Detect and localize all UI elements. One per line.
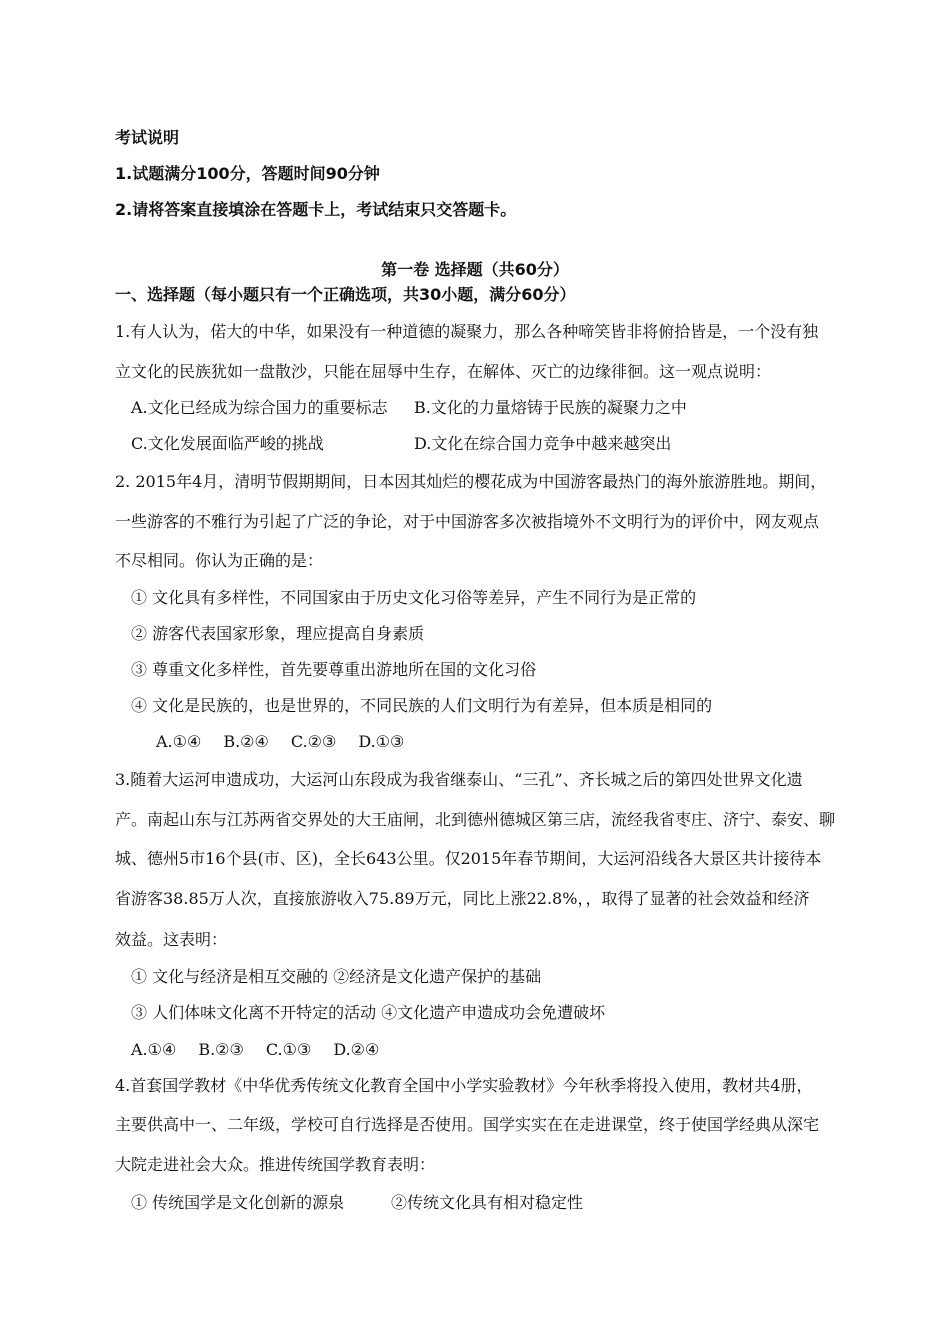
q3-option-b: B.②③ — [198, 1040, 244, 1059]
q3-option-d: D.②④ — [333, 1040, 380, 1059]
q1-option-a: A.文化已经成为综合国力的重要标志 — [131, 398, 388, 417]
q3-option-c: C.①③ — [265, 1040, 312, 1059]
q2-option-c: C.②③ — [290, 732, 337, 751]
q4-stem-line-2: 主要供高中一、二年级，学校可自行选择是否使用。国学实实在在走进课堂，终于使国学经典从深宅 — [115, 1115, 820, 1134]
instructions-heading: 考试说明 — [115, 128, 180, 147]
q4-statement-2: ②传统文化具有相对稳定性 — [391, 1193, 584, 1212]
q3-stem-line-4: 省游客38.85万人次，直接旅游收入75.89万元，同比上涨22.8%，，取得了显著的社会效益和经济 — [115, 889, 810, 908]
q3-stem-line-2: 产。南起山东与江苏两省交界处的大王庙闸，北到德州德城区第三店，流经我省枣庄、济宁、泰安、聊 — [115, 810, 836, 829]
q4-stem-line-1: 4.首套国学教材《中华优秀传统文化教育全国中小学实验教材》今年秋季将投入使用，教材共4册， — [115, 1076, 813, 1095]
q2-stem-line-1: 2. 2015年4月，清明节假期期间，日本因其灿烂的樱花成为中国游客最热门的海外旅游胜地。期间， — [115, 472, 827, 491]
q1-option-c: C.文化发展面临严峻的挑战 — [131, 434, 324, 453]
q2-option-b: B.②④ — [223, 732, 269, 751]
q2-option-a: A.①④ — [156, 732, 202, 751]
q4-stem-line-3: 大院走进社会大众。推进传统国学教育表明： — [115, 1155, 436, 1174]
q1-option-b: B.文化的力量熔铸于民族的凝聚力之中 — [414, 398, 687, 417]
q2-statement-1: ① 文化具有多样性，不同国家由于历史文化习俗等差异，产生不同行为是正常的 — [131, 588, 697, 607]
q3-stem-line-5: 效益。这表明： — [115, 930, 228, 949]
q2-statement-3: ③ 尊重文化多样性，首先要尊重出游地所在国的文化习俗 — [131, 660, 537, 679]
q3-option-a: A.①④ — [131, 1040, 177, 1059]
q1-stem-line-1: 1.有人认为，偌大的中华，如果没有一种道德的凝聚力，那么各种啼笑皆非将俯拾皆是，一个没有独 — [115, 322, 819, 341]
instruction-item-1: 1.试题满分100分，答题时间90分钟 — [115, 164, 380, 183]
q2-stem-line-3: 不尽相同。你认为正确的是： — [115, 551, 324, 570]
q2-stem-line-2: 一些游客的不雅行为引起了广泛的争论，对于中国游客多次被指境外不文明行为的评价中，网友观点 — [115, 512, 820, 531]
q2-statement-4: ④ 文化是民族的，也是世界的，不同民族的人们文明行为有差异，但本质是相同的 — [131, 696, 713, 715]
q3-stem-line-3: 城、德州5市16个县(市、区)，全长643公里。仅2015年春节期间，大运河沿线各大景区共计接待本 — [115, 849, 822, 868]
q3-stem-line-1: 3.随着大运河申遗成功，大运河山东段成为我省继泰山、“三孔”、齐长城之后的第四处世界文化遗 — [115, 770, 803, 789]
section-title: 第一卷 选择题（共60分） — [381, 260, 569, 279]
q3-statements-3-4: ③ 人们体味文化离不开特定的活动 ④文化遗产申遗成功会免遭破坏 — [131, 1003, 606, 1022]
instruction-item-2: 2.请将答案直接填涂在答题卡上，考试结束只交答题卡。 — [115, 200, 517, 219]
q2-options — [156, 731, 404, 753]
q2-option-d: D.①③ — [358, 732, 405, 751]
q1-option-d: D.文化在综合国力竞争中越来越突出 — [414, 434, 672, 453]
q2-statement-2: ② 游客代表国家形象，理应提高自身素质 — [131, 624, 425, 643]
part-heading: 一、选择题（每小题只有一个正确选项，共30小题，满分60分） — [115, 285, 576, 304]
q3-statements-1-2: ① 文化与经济是相互交融的 ②经济是文化遗产保护的基础 — [131, 967, 542, 986]
q3-options — [131, 1039, 379, 1061]
q1-stem-line-2: 立文化的民族犹如一盘散沙，只能在屈辱中生存，在解体、灭亡的边缘徘徊。这一观点说明： — [115, 362, 772, 381]
q4-statement-1: ① 传统国学是文化创新的源泉 — [131, 1193, 345, 1212]
